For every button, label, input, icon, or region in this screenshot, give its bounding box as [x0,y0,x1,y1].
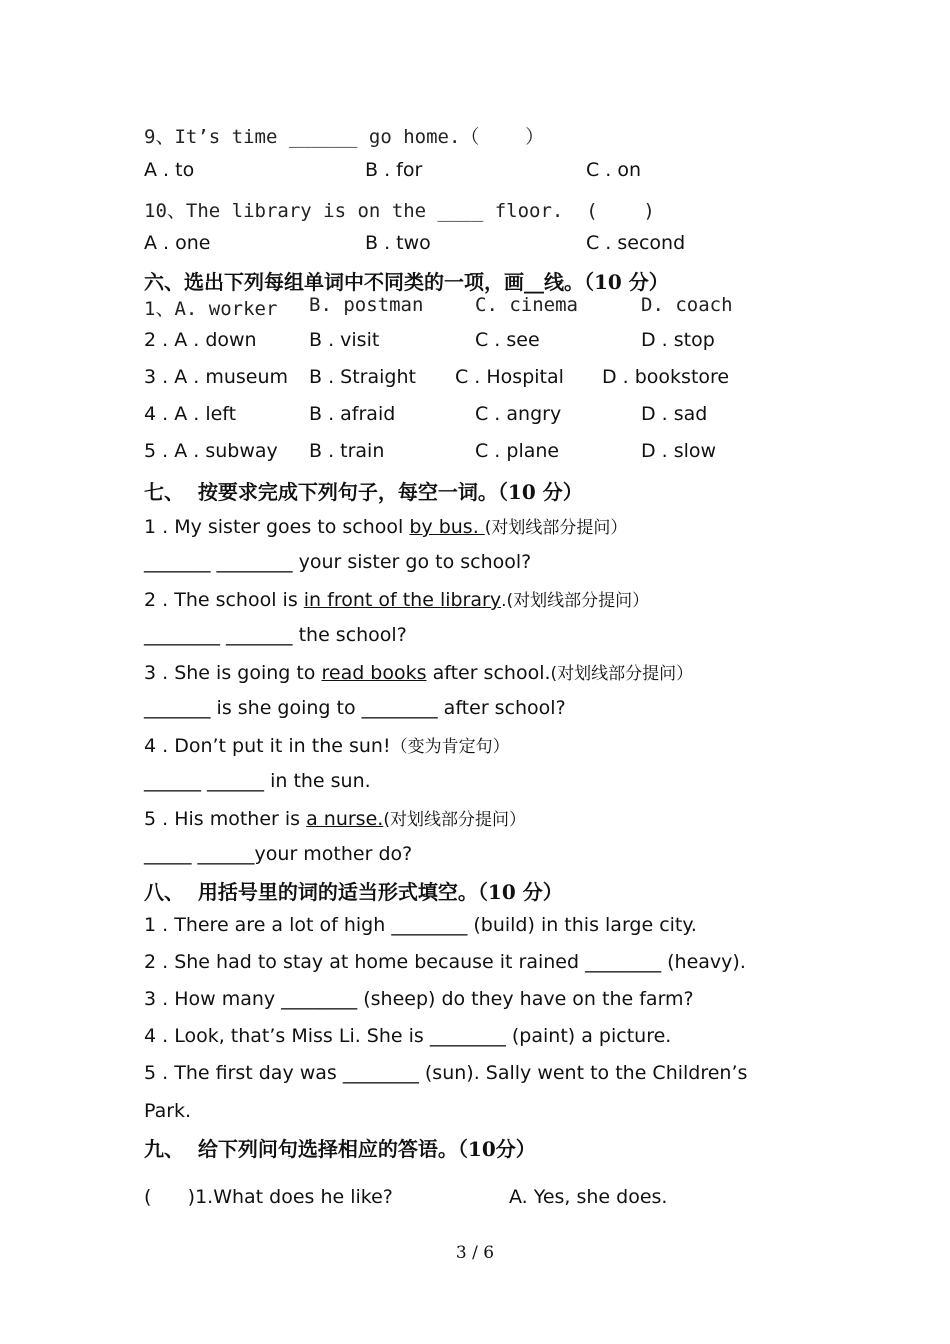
s9-question-1: ( )1.What does he like? [144,1186,393,1208]
s8-question-5-continued: Park. [144,1100,192,1122]
s6-row2-d: D . stop [641,329,715,351]
section-9-title: 九、 给下列问句选择相应的答语。（10分） [144,1137,536,1161]
s7-q3-underlined: read books [321,662,427,684]
s6-row2-c: C . see [475,329,540,351]
s7-question-5 [144,805,526,830]
s6-row5-c: C . plane [475,440,560,462]
section-6-title: 六、选出下列每组单词中不同类的一项，画__线。（10 分） [144,270,669,294]
question-9: 9、It’s time ______ go home.（ ） [144,126,545,148]
s7-q1-underlined: by bus. [409,516,485,538]
s7-q3-text: 3 . She is going to [144,662,322,684]
s7-q5-underlined: a nurse. [306,808,384,830]
s7-q4-answer-line: ______ ______ in the sun. [144,770,371,792]
s7-q1-text: 1 . My sister goes to school [144,516,410,538]
s6-row5-a: 5 . A . subway [144,440,278,462]
s7-q3-text-after: after school. [426,662,551,684]
s6-row4-a: 4 . A . left [144,403,237,425]
q9-option-b: B . for [365,159,423,181]
s7-q1-answer-line: _______ ________ your sister go to school? [144,551,532,573]
s8-question-4: 4 . Look, that’s Miss Li. She is ________ (paint) a picture. [144,1025,672,1047]
s7-q4-instruction: （变为肯定句） [390,737,510,757]
s6-row4-b: B . afraid [309,403,396,425]
s7-q5-answer-line: _____ ______your mother do? [144,843,413,865]
s7-q4-text: 4 . Don’t put it in the sun! [144,735,391,757]
s6-row4-c: C . angry [475,403,562,425]
s7-q2-underlined: in front of the library [303,589,502,611]
s6-row2-b: B . visit [309,329,380,351]
s7-q3-answer-line: _______ is she going to ________ after school? [144,697,566,719]
s7-q2-instruction: .(对划线部分提问） [501,591,650,611]
s7-q5-instruction: (对划线部分提问） [383,810,526,830]
q10-option-b: B . two [365,232,431,254]
s6-row5-b: B . train [309,440,385,462]
s6-row3-a: 3 . A . museum [144,366,289,388]
s6-row1-b: B. postman [309,294,424,316]
q9-option-a: A . to [144,159,195,181]
s7-question-2 [144,586,649,611]
question-10: 10、The library is on the ____ floor. ( ) [144,200,655,222]
s6-row1-d: D. coach [641,294,733,316]
s8-question-1: 1 . There are a lot of high ________ (build) in this large city. [144,914,697,936]
section-8-title: 八、 用括号里的词的适当形式填空。（10 分） [144,880,563,904]
s8-question-2: 2 . She had to stay at home because it rained ________ (heavy). [144,951,746,973]
q10-option-a: A . one [144,232,211,254]
q9-option-c: C . on [586,159,642,181]
s8-question-3: 3 . How many ________ (sheep) do they have on the farm? [144,988,694,1010]
page-number: 3 / 6 [455,1243,495,1263]
s7-question-4 [144,732,510,757]
s8-question-5: 5 . The first day was ________ (sun). Sally went to the Children’s [144,1062,748,1084]
s6-row1-a: 1、A. worker [144,298,278,320]
s6-row5-d: D . slow [641,440,717,462]
s6-row1-c: C. cinema [475,294,578,316]
s6-row2-a: 2 . A . down [144,329,257,351]
s7-q2-text: 2 . The school is [144,589,304,611]
s9-answer-a: A. Yes, she does. [509,1186,668,1208]
s6-row3-d: D . bookstore [602,366,730,388]
s6-row3-c: C . Hospital [455,366,564,388]
section-7-title: 七、 按要求完成下列句子，每空一词。（10 分） [144,480,583,504]
q10-option-c: C . second [586,232,686,254]
s7-q5-text: 5 . His mother is [144,808,307,830]
s7-q2-answer-line: ________ _______ the school? [144,624,407,646]
s7-question-3 [144,659,693,684]
s7-q1-instruction: (对划线部分提问） [484,518,628,538]
s6-row3-b: B . Straight [309,366,416,388]
s6-row4-d: D . sad [641,403,708,425]
s7-question-1 [144,513,627,538]
s7-q3-instruction: (对划线部分提问） [550,664,694,684]
